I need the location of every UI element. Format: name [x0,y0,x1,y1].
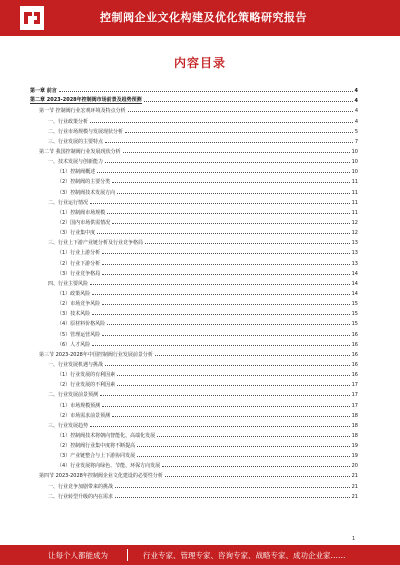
toc-leader-dots [155,355,350,356]
toc-entry[interactable] [30,419,358,429]
toc-entry-page: 20 [351,463,358,470]
toc-entry-page: 12 [351,219,358,226]
toc-entry-title: （3）行业竞争格局 [57,270,101,277]
toc-entry-page: 16 [351,341,358,348]
toc-entry-page: 11 [351,209,358,216]
toc-leader-dots [102,274,349,275]
toc-entry-title: （3）行业集中度 [57,230,96,237]
toc-entry[interactable] [30,348,358,358]
toc-entry-page: 10 [351,169,358,176]
toc-entry-page: 16 [351,331,358,338]
toc-leader-dots [125,132,353,133]
toc-leader-dots [112,182,349,183]
toc-entry-title: （2）行业下游分析 [57,260,101,267]
toc-entry-title: 三、行业上下游产业链分析及行业竞争格局 [48,240,144,247]
toc-leader-dots [92,294,349,295]
toc-entry-page: 16 [351,361,358,368]
toc-leader-dots [123,152,350,153]
toc-leader-dots [162,466,349,467]
toc-entry-title: 第三节 2023-2028年中国控制阀行业发展前景分析 [39,351,153,358]
toc-entry-title: 一、行业发展机遇与挑战 [48,361,104,368]
toc-entry-title: （1）控制阀概述 [57,169,96,176]
toc-entry-title: （4）行业发展将向绿色、节能、环保方向发展 [57,463,161,470]
toc-entry[interactable] [30,469,358,479]
toc-entry-title: （3）控制阀技术发展方向 [57,189,116,196]
toc-entry-title: （1）行业发展的有利因素 [57,372,116,379]
toc-entry-page: 21 [351,473,358,480]
toc-entry[interactable] [30,378,358,388]
toc-entry[interactable] [30,125,358,135]
toc-leader-dots [117,385,349,386]
toc-entry-title: 第一节 控制阀行业宏观环境及特点分析 [39,108,126,115]
toc-entry[interactable] [30,185,358,195]
toc-entry-page: 21 [351,493,358,500]
toc-entry-title: 二、行业转型升级的内在需求 [48,493,114,500]
toc-entry[interactable] [30,84,358,94]
toc-entry[interactable] [30,297,358,307]
toc-leader-dots [97,172,349,173]
toc-entry[interactable] [30,226,358,236]
toc-entry-title: 三、行业发展趋势 [48,422,89,429]
toc-entry-title: 四、行业主要风险 [48,280,89,287]
toc-entry[interactable] [30,216,358,226]
toc-entry-page: 10 [351,159,358,166]
toc-leader-dots [112,416,349,417]
toc-entry-page: 13 [351,260,358,267]
footer-slogan-left: 让每个人都能成为 [48,551,108,560]
toc-entry-title: 第一章 前言 [30,88,57,95]
toc-leader-dots [102,253,349,254]
toc-entry[interactable] [30,368,358,378]
toc-entry-page: 17 [351,382,358,389]
toc-leader-dots [102,335,349,336]
toc-entry[interactable] [30,398,358,408]
company-logo-icon [18,4,46,32]
toc-entry[interactable] [30,317,358,327]
toc-entry[interactable] [30,114,358,124]
page-number: 1 [352,536,356,542]
toc-entry-title: 第二节 我国控制阀行业发展现状分析 [39,148,121,155]
toc-entry[interactable] [30,479,358,489]
toc-leader-dots [102,406,349,407]
toc-entry-title: 第二章 2023-2028年控制阀市场前景及趋势预测 [30,97,142,104]
toc-entry-title: 三、行业发展的主要特点 [48,138,104,145]
toc-entry-title: （3）技术风险 [57,311,91,318]
toc-entry-title: （2）市场需求前景预测 [57,412,111,419]
toc-entry[interactable] [30,175,358,185]
toc-entry-title: 二、行业发展前景预测 [48,392,99,399]
toc-leader-dots [144,101,353,102]
toc-leader-dots [97,233,349,234]
toc-leader-dots [107,213,349,214]
toc-entry[interactable] [30,94,358,104]
toc-entry-page: 11 [351,199,358,206]
header-bar [0,0,400,36]
toc-entry[interactable] [30,409,358,419]
toc-entry-page: 7 [354,138,358,145]
toc-leader-dots [137,456,349,457]
toc-entry-page: 13 [351,240,358,247]
toc-entry-title: （2）市场竞争风险 [57,301,101,308]
toc-entry[interactable] [30,287,358,297]
toc-entry-page: 21 [351,483,358,490]
toc-entry[interactable] [30,135,358,145]
toc-entry[interactable] [30,327,358,337]
toc-entry-page: 4 [354,118,358,125]
toc-entry-page: 10 [351,148,358,155]
toc-leader-dots [90,122,353,123]
toc-entry-title: （2）控制阀行业集中度将不断提高 [57,443,136,450]
toc-entry-page: 12 [351,230,358,237]
toc-leader-dots [92,345,349,346]
toc-entry[interactable] [30,104,358,114]
toc-leader-dots [107,324,349,325]
toc-entry-page: 11 [351,179,358,186]
toc-leader-dots [112,223,349,224]
toc-entry-page: 16 [351,351,358,358]
report-title: 控制阀企业文化构建及优化策略研究报告 [100,11,307,24]
toc-entry-page: 14 [351,280,358,287]
toc-entry-page: 18 [351,422,358,429]
toc-entry[interactable] [30,338,358,348]
toc-entry[interactable] [30,429,358,439]
toc-entry[interactable] [30,277,358,287]
toc-entry-title: 二、行业运行情况 [48,199,89,206]
toc-leader-dots [90,426,350,427]
toc-entry-title: （1）市场规模预测 [57,402,101,409]
toc-leader-dots [137,446,349,447]
toc-entry-page: 11 [351,189,358,196]
toc-entry-page: 15 [351,301,358,308]
toc-entry[interactable] [30,165,358,175]
toc-entry-title: （2）行业发展的不利因素 [57,382,116,389]
footer-slogan-right: 行业专家、管理专家、咨询专家、战略专家、成功企业家…… [143,551,346,560]
toc-entry[interactable] [30,206,358,216]
toc-leader-dots [117,193,349,194]
toc-entry[interactable] [30,449,358,459]
toc-leader-dots [59,91,353,92]
toc-entry-title: （5）管理运营风险 [57,331,101,338]
toc-leader-dots [117,375,349,376]
toc-entry-title: 二、行业市场规模与发展现状分析 [48,128,124,135]
toc-entry-title: 一、技术发展与创新能力 [48,159,104,166]
toc-entry-page: 15 [351,311,358,318]
toc-entry-title: 一、行业政策分析 [48,118,89,125]
toc-leader-dots [100,395,350,396]
toc-leader-dots [115,487,350,488]
toc-entry[interactable] [30,439,358,449]
toc-entry-title: （1）控制阀技术将朝向智能化、高端化发展 [57,432,156,439]
toc-leader-dots [90,284,350,285]
toc-heading: 内容目录 [173,56,226,70]
toc-entry-page: 16 [351,372,358,379]
toc-entry-title: 一、行业竞争加剧带来的挑战 [48,483,114,490]
toc-entry-page: 18 [351,432,358,439]
toc-entry[interactable] [30,267,358,277]
toc-leader-dots [92,314,349,315]
toc-entry[interactable] [30,196,358,206]
toc-entry[interactable] [30,155,358,165]
table-of-contents [30,84,358,500]
toc-entry[interactable] [30,256,358,266]
toc-entry-page: 14 [351,290,358,297]
toc-entry-page: 15 [351,321,358,328]
toc-leader-dots [105,142,353,143]
toc-leader-dots [102,304,349,305]
toc-entry-title: （2）国内市场供需情况 [57,219,111,226]
toc-entry-title: （1）政策风险 [57,290,91,297]
toc-leader-dots [128,111,353,112]
toc-entry-title: （3）产业链整合与上下游协同发展 [57,453,136,460]
toc-entry-title: （2）控制阀的主要分类 [57,179,111,186]
toc-leader-dots [102,264,349,265]
toc-entry-page: 5 [354,128,358,135]
toc-entry-page: 14 [351,270,358,277]
footer-divider [127,549,128,561]
toc-entry[interactable] [30,490,358,500]
toc-entry-page: 4 [354,108,358,115]
toc-entry[interactable] [30,236,358,246]
toc-entry-page: 13 [351,250,358,257]
toc-leader-dots [115,497,350,498]
toc-entry-page: 4 [354,98,358,105]
toc-entry-title: （1）行业上游分析 [57,250,101,257]
toc-leader-dots [90,203,350,204]
toc-entry[interactable] [30,307,358,317]
footer-bar [0,545,400,565]
toc-entry-title: （4）原材料价格风险 [57,321,106,328]
toc-entry-page: 4 [354,88,358,95]
toc-leader-dots [145,243,350,244]
toc-entry-page: 17 [351,392,358,399]
toc-entry[interactable] [30,145,358,155]
toc-entry-page: 17 [351,402,358,409]
toc-entry-page: 19 [351,453,358,460]
toc-leader-dots [105,365,350,366]
toc-entry-title: 第四节 2023-2028年控制阀企业文化建设的必要性分析 [39,473,163,480]
toc-leader-dots [165,476,350,477]
toc-entry-page: 18 [351,412,358,419]
toc-entry[interactable] [30,358,358,368]
toc-entry-title: （1）控制阀市场规模 [57,209,106,216]
toc-leader-dots [157,436,349,437]
toc-entry[interactable] [30,246,358,256]
toc-entry-title: （6）人才风险 [57,341,91,348]
toc-entry-page: 19 [351,443,358,450]
toc-leader-dots [105,162,350,163]
toc-entry[interactable] [30,459,358,469]
toc-entry[interactable] [30,388,358,398]
